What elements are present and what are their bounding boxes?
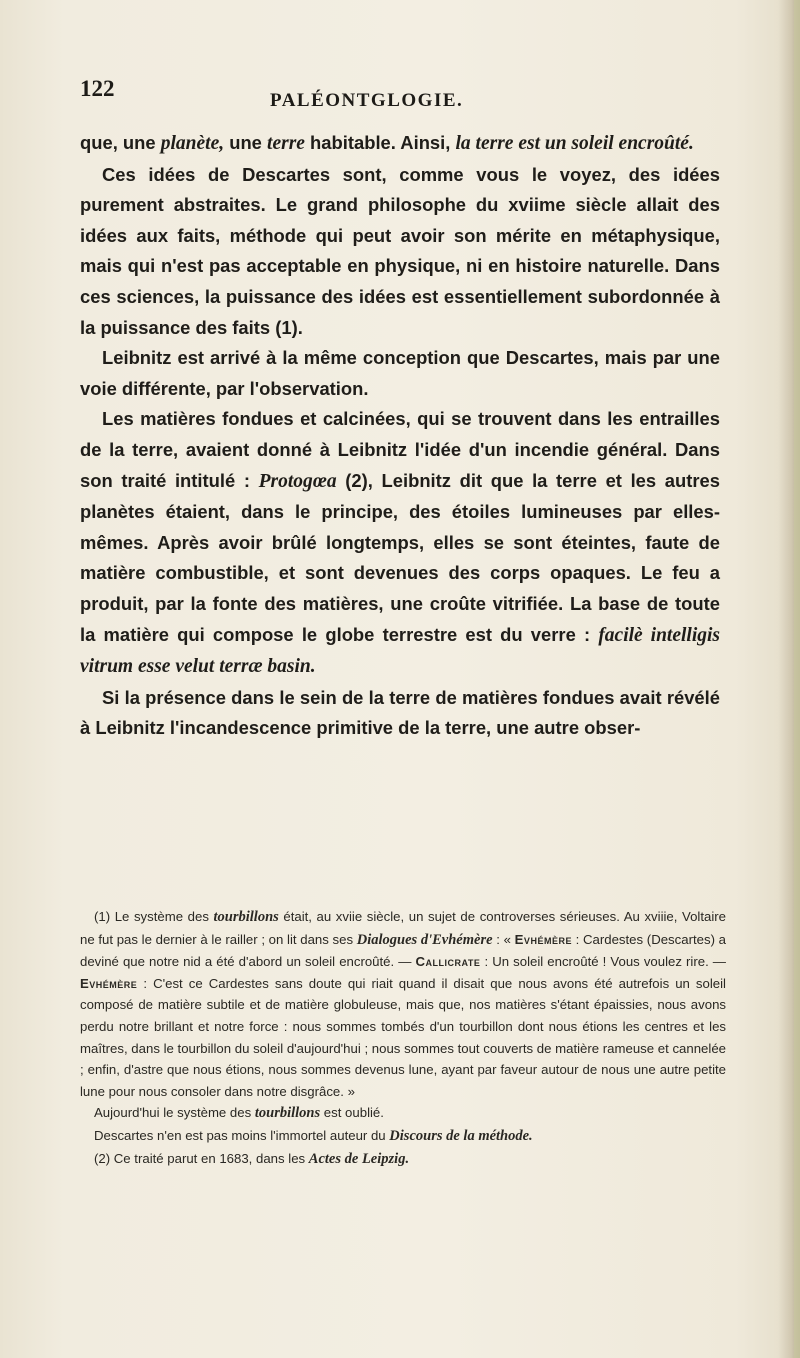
- page-edge-strip: [794, 0, 800, 1358]
- paragraph-3: Leibnitz est arrivé à la même conception que Descartes, mais par une voie différente, par l'observation.: [80, 347, 720, 399]
- italic-run: terre: [267, 133, 305, 154]
- speaker-name: Evhémère: [514, 931, 572, 947]
- text-run: Descartes n'en est pas moins l'immortel auteur du: [94, 1127, 390, 1143]
- text-run: une: [224, 132, 268, 153]
- italic-run: planète,: [160, 133, 225, 154]
- text-run: Aujourd'hui le système des: [94, 1105, 255, 1121]
- text-run: (2) Ce traité parut en 1683, dans les: [94, 1150, 309, 1166]
- footnote-1-conclusion: [80, 1125, 726, 1148]
- paragraph-4: [80, 404, 720, 682]
- paragraph-5: Si la présence dans le sein de la terre de matières fondues avait révélé à Leibnitz l'incandescence primitive de la terre, une autre obser-: [80, 686, 720, 739]
- text-run: (2), Leibnitz dit que la terre et les autres planètes étaient, dans le principe, des étoiles lumineuses par elles-mêmes. Après avoir brûlé longtemps, elles se sont éteintes, faute de matière combustible, et sont devenues des corps opaques. Le feu a produit, par la fonte des matières, une croûte vitrifiée. La base de toute la matière qui compose le globe terrestre est du verre :: [80, 469, 720, 645]
- text-run: : C'est ce Cardestes sans doute qui riait quand il disait que nous avons été autrefois un soleil composé de matière subtile et de matière globuleuse, mais que, nos matières s'étant épaissies, nous avons perdu notre brillant et notre force : nous sommes tombés d'un tourbillon dont nous étions les centres et les maîtres, dans le tourbillon du soleil d'aujourd'hui ; nous sommes tout couverts de matière rameuse et cannelée ; enfin, d'astre que nous étions, nous sommes devenus lune, ayant par faveur autour de nous une autre petite lune pour nous consoler dans notre disgrâce. »: [80, 975, 726, 1099]
- page-number: 122: [80, 76, 115, 101]
- speaker-name: Callicrate: [415, 954, 481, 970]
- text-run: était, au xviie siècle, un sujet de controverses sérieuses. Au xviiie, Voltaire ne fut pas le dernier à le railler ; on lit dans ses: [80, 909, 726, 947]
- italic-run: Discours de la méthode.: [389, 1127, 533, 1144]
- text-run: que, une: [80, 132, 161, 153]
- text-run: : «: [492, 931, 515, 947]
- text-run: Les matières fondues et calcinées, qui se trouvent dans les entrailles de la terre, avaient donné à Leibnitz l'idée d'un incendie général. Dans son traité intitulé :: [80, 408, 720, 491]
- text-run: est oublié.: [320, 1105, 384, 1121]
- running-head: PALÉONTGLOGIE.: [270, 90, 464, 111]
- paragraph-2: Ces idées de Descartes sont, comme vous le voyez, des idées purement abstraites. Le grand philosophe du xviime siècle allait des idées aux faits, méthode qui peut avoir son mérite en métaphysique, mais qui n'est pas acceptable en physique, ni en histoire naturelle. Dans ces sciences, la puissance des idées est essentiellement subordonnée à la puissance des faits (1).: [80, 163, 720, 338]
- paragraph-1: [80, 128, 720, 160]
- footnote-1: [80, 906, 726, 1102]
- main-text: [80, 128, 720, 744]
- speaker-name: Evhémère: [80, 975, 138, 991]
- italic-run: Protogœa: [258, 470, 337, 492]
- italic-run: tourbillons: [213, 909, 279, 925]
- italic-run: tourbillons: [254, 1105, 321, 1122]
- italic-run: Actes de Leipzig.: [308, 1150, 410, 1167]
- text-run: (1) Le système des: [94, 909, 214, 924]
- italic-run: Dialogues d'Evhémère: [356, 931, 493, 948]
- text-run: : Un soleil encroûté ! Vous voulez rire. —: [480, 954, 726, 970]
- italic-run: facilè intelligis vitrum esse velut terræ basin.: [80, 624, 720, 678]
- italic-run: la terre est un soleil encroûté.: [455, 133, 694, 154]
- footnote-2: [80, 1148, 726, 1171]
- footnotes: [80, 906, 726, 1170]
- footnote-1-continued: [80, 1102, 726, 1125]
- text-run: : Cardestes (Descartes) a deviné que notre nid a été d'abord un soleil encroûté. —: [80, 931, 726, 970]
- text-run: habitable. Ainsi,: [304, 132, 456, 153]
- page-header: [80, 76, 720, 116]
